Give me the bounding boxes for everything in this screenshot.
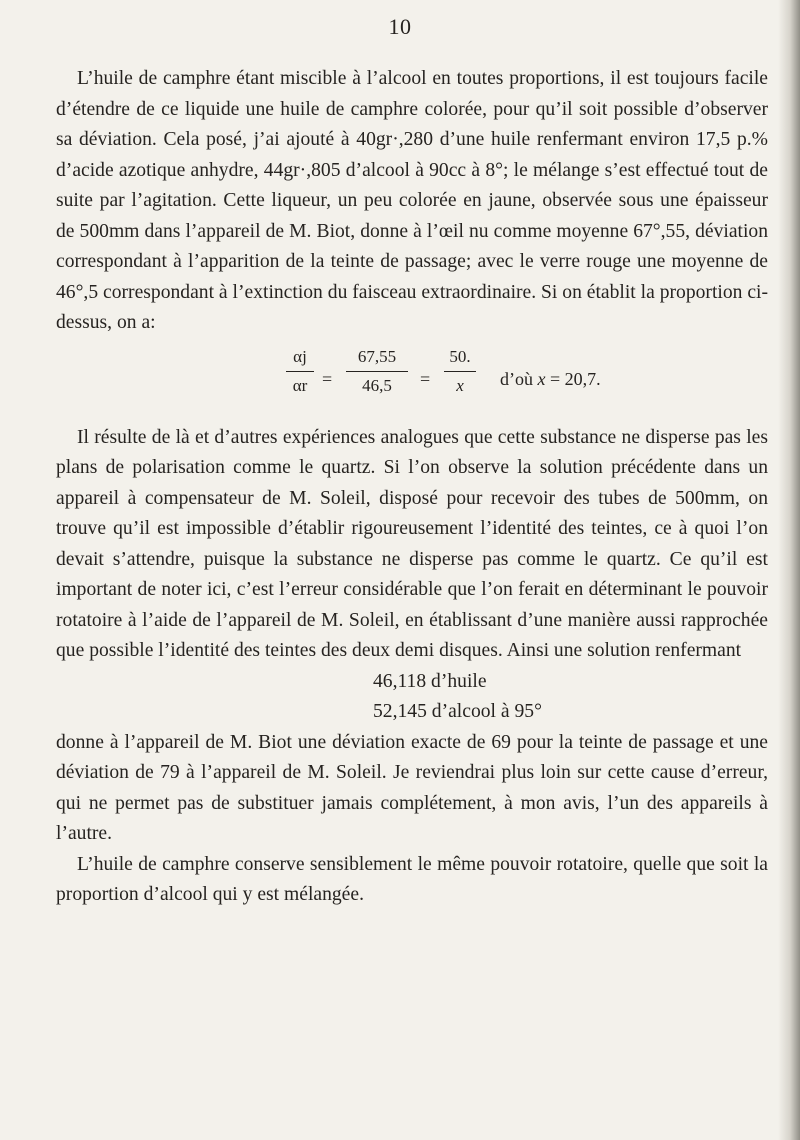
fraction-unknown-numerator: 50. <box>449 346 471 366</box>
body-text <box>56 64 768 911</box>
fraction-alpha <box>286 345 314 398</box>
fraction-values <box>346 345 408 398</box>
fraction-values-denominator: 46,5 <box>362 375 392 395</box>
formula-result: d’où x = 20,7. <box>500 368 601 389</box>
fraction-alpha-denominator: αr <box>292 375 308 395</box>
equals-sign-1: = <box>322 368 333 389</box>
fraction-alpha-numerator: αj <box>293 346 307 366</box>
equals-sign-2: = <box>420 368 431 389</box>
fraction-unknown <box>444 345 476 398</box>
solution-composition <box>56 667 768 728</box>
paragraph-3: donne à l’appareil de M. Biot une déviation exacte de 69 pour la teinte de passage et une déviation de 79 à l’appareil de M. Soleil. Je reviendrai plus loin sur cette cause d’erreur, qui ne permet pas de substituer jamais complétement, à mon avis, l’un des appareils à l’autre. <box>56 731 768 844</box>
paragraph-4: L’huile de camphre conserve sensiblement le même pouvoir rotatoire, quelle que soit la proportion d’alcool qui y est mélangée. <box>56 853 768 905</box>
proportion-formula <box>56 345 768 421</box>
fraction-unknown-denominator: x <box>456 375 464 395</box>
fraction-values-numerator: 67,55 <box>357 346 397 366</box>
page-edge-shadow <box>778 0 800 1140</box>
paragraph-2: Il résulte de là et d’autres expériences analogues que cette substance ne disperse pas les plans de polarisation comme le quartz. Si l’on observe la solution précédente dans un appareil à compensateur de M. Soleil, disposé pour recevoir des tubes de 500mm, on trouve qu’il est impossible d’établir rigoureusement l’identité des teintes, ce à quoi l’on devait s’attendre, puisque la substance ne disperse pas comme le quartz. Ce qu’il est important de noter ici, c’est l’erreur considérable que l’on ferait en déterminant le pouvoir rotatoire à l’aide de l’appareil de M. Soleil, en établissant d’une manière aussi rapprochée que possible l’identité des teintes des deux demi disques. Ainsi une solution renfermant <box>56 426 768 661</box>
paragraph-1: L’huile de camphre étant miscible à l’alcool en toutes proportions, il est toujours facile d’étendre de ce liquide une huile de camphre colorée, pour qu’il soit possible d’observer sa déviation. Cela posé, j’ai ajouté à 40gr·,280 d’une huile renfermant environ 17,5 p.% d’acide azotique anhydre, 44gr·,805 d’alcool à 90cc à 8°; le mélange s’est effectué tout de suite par l’agitation. Cette liqueur, un peu colorée en jaune, observée sous une épaisseur de 500mm dans l’appareil de M. Biot, donne à l’œil nu comme moyenne 67°,55, déviation correspondant à l’apparition de la teinte de passage; avec le verre rouge une moyenne de 46°,5 correspondant à l’extinction du faisceau extraordinaire. Si on établit la proportion ci-dessus, on a: <box>56 68 768 333</box>
composition-line-oil: 46,118 d’huile <box>373 670 487 692</box>
composition-line-alcohol: 52,145 d’alcool à 95° <box>373 700 542 722</box>
page-number: 10 <box>388 14 412 39</box>
